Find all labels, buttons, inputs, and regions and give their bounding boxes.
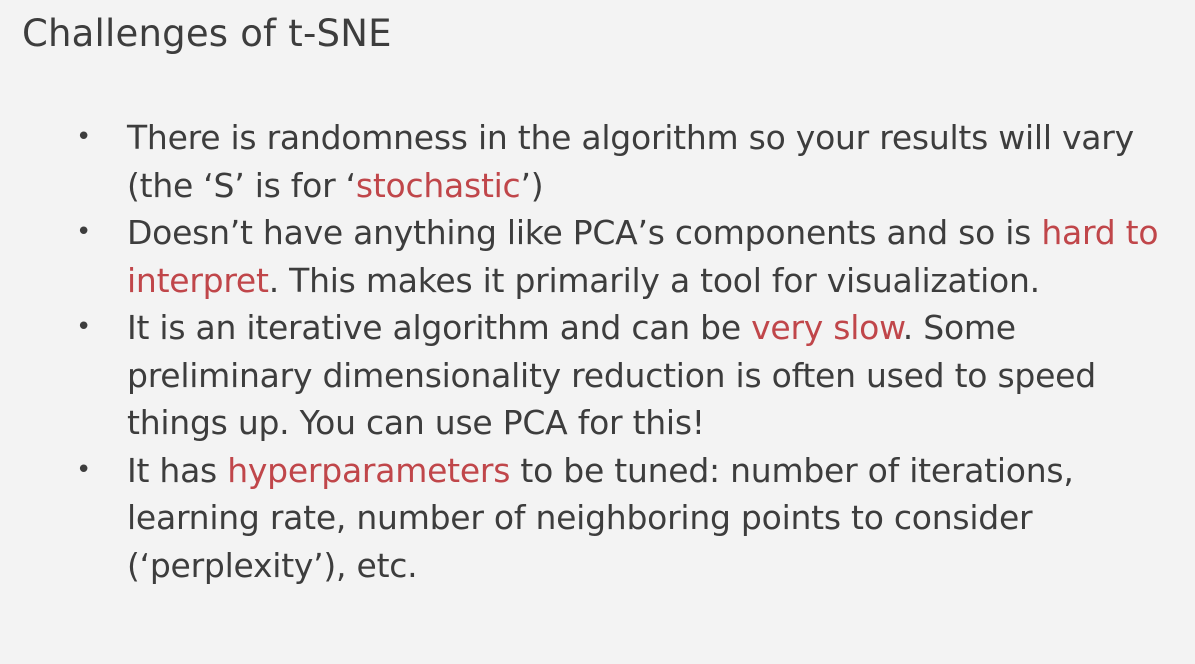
- bullet-text: Doesn’t have anything like PCA’s components and so is: [127, 213, 1042, 252]
- highlight-term-stochastic: stochastic: [355, 165, 521, 205]
- bullet-text: It is an iterative algorithm and can be: [127, 308, 752, 347]
- bullet-text: There is randomness in the algorithm so your results will vary (the ‘S’ is for ‘: [127, 118, 1134, 205]
- bullet-item-hyperparameters: [0, 447, 1195, 590]
- bullet-text: It has: [127, 450, 228, 490]
- bullet-text: to be tuned: number of iterations, learning rate, number of neighboring points to consider (‘perplexity’), etc.: [127, 450, 1074, 585]
- bullet-dot-icon: •: [76, 454, 92, 485]
- bullet-list: [0, 114, 1195, 589]
- slide-title: Challenges of t-SNE: [22, 12, 392, 55]
- bullet-dot-icon: •: [76, 217, 92, 247]
- highlight-term-hyperparameters: hyperparameters: [227, 450, 511, 490]
- highlight-term-hard-to-interpret: hard to interpret: [127, 213, 1159, 300]
- bullet-text: . Some preliminary dimensionality reduction is often used to speed things up. You can use PCA for this!: [127, 308, 1096, 442]
- bullet-item-speed: [0, 304, 1195, 447]
- bullet-dot-icon: •: [76, 122, 92, 152]
- bullet-text: . This makes it primarily a tool for visualization.: [268, 260, 1040, 300]
- bullet-dot-icon: •: [76, 312, 92, 342]
- highlight-term-very-slow: very slow: [751, 308, 903, 347]
- bullet-item-interpretability: [0, 209, 1195, 304]
- bullet-text: ’): [520, 165, 544, 205]
- bullet-item-randomness: [0, 114, 1195, 209]
